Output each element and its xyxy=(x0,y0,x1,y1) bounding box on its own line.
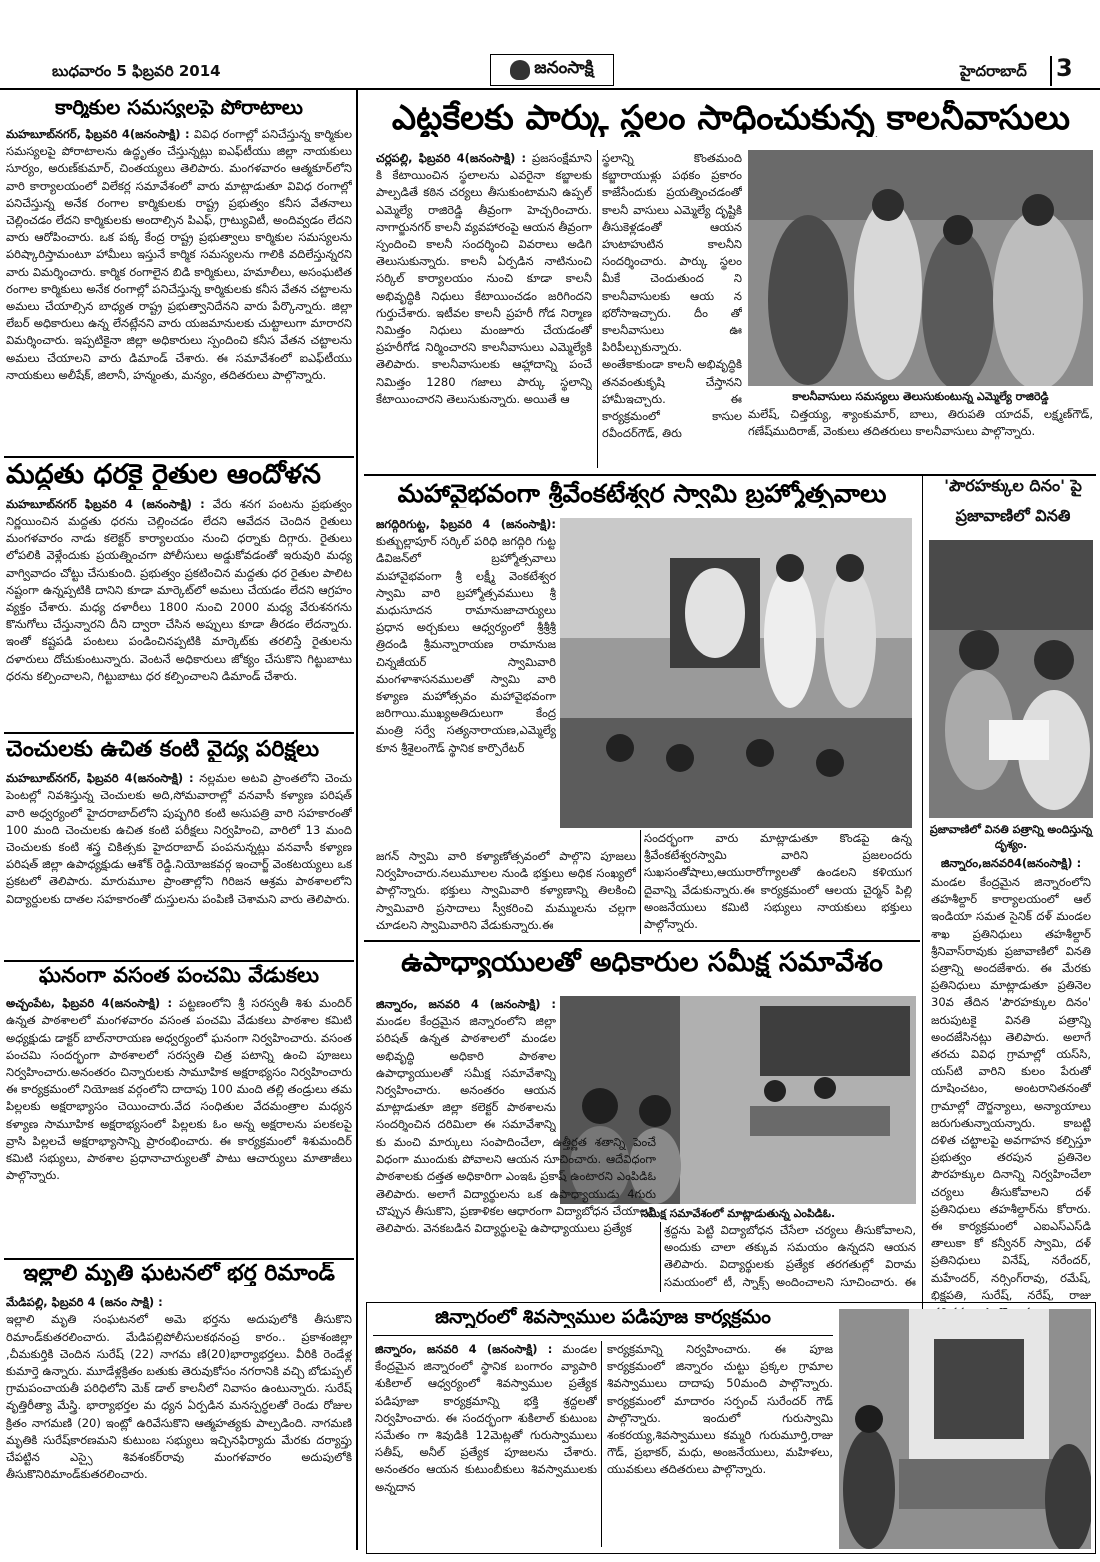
body-text: ఇల్లాలి మృతి సంఘటనలో అమె భర్తను అదుపులోకి తీసుకొని రిమాండ్‌కుతరలించారు. మేడిపల్లిపోలీసులకథనంప్ర కారం.. ప్రకాశంజిల్లా ,చీమకుర్తికి చెందిన సురేష్ (22) నాగమ ణి(20)భార్యాభర్తలు. వీరికి రెండేళ్ల కుమార్తె ఉన్నారు. మూడేళ్లక్రితం బతుకు తెరువుకోసం నగరానికి వచ్చి బోడుప్పల్ గ్రామపంచాయతీ పరిధిలోని మెక్ డాల్ కాలనీలో నివాసం ఉంటున్నారు. సురేష్ వృత్తిరీత్యా మేస్త్రి. భార్యాభర్తల మ ధ్యన ఏర్పడిన మనస్పర్ధలతో రెండు రోజుల క్రితం నాగమణి (20) ఇంట్లో ఉరివేసుకొని ఆత్మహత్యకు పాల్పడింది. నాగమణి మృతికి సురేష్‌కారణమని కుటుంబ సభ్యులు ఇచ్చినఫిర్యాదు మేరకు దర్యాప్తు చేపట్టిన ఎస్సై శివశంకర్‌రావు మంగళవారం అదుపులోకి తీసుకొనిరిమాండ్‌కుతరలించారు. xyxy=(6,1312,352,1482)
body-text: నల్లమల అటవి ప్రాంతలోని చెంచు పెంటల్లో నివశిస్తున్న చెంచులకు అది,సోమవారాల్లో వనవాసీ కళ్యాణ పరిషత్ వారి అధ్వర్యంలో హైదరాబాద్‌లోని పుష్పగిరి కంటి అసుపత్రి వారి సహకారంతో 100 మంది చెంచులకు ఉచిత కంటి పరీక్షలు నిర్వహించి, వారిలో 13 మంది చెంచులకు కంటి శస్త్ర చికిత్సకు హైదరాబాద్ పంపనున్నట్లు వనవాసీ కళ్యాణ పరిషత్ జిల్లా ఉపాధ్యక్షుడు ఆశోక్ రెడ్డి.నియోజకవర్గ ఇంచార్జ్ వెంకటయ్యలు ఒక ప్రకటలో తెలిపారు. మారుమూల ప్రాంతాల్లోని గిరిజన ఆశ్రమ పాఠశాలలోని విద్యార్దులకు దాతల సహకారంతో దుస్తులను పంపిణి చెశామని వారు తెలిపారు. xyxy=(6,771,352,906)
body-text: కుత్బుల్లాపూర్ సర్కిల్ పరిధి జగద్గిరి గుట్ట డివిజన్‌లో బ్రహ్మోత్సవాలు మహావైభవంగా శ్రీ లక్ష్మీ వెంకటేశ్వర స్వామి వారి బ్రహ్మోత్సవములు శ్రీ మధుసూదన రామానుజాచార్యులు ప్రధాన అర్చకులు ఆధ్వర్యంలో శ్రీశ్రీశ్రీ త్రిదండి శ్రీమన్నారాయణ రామానుజ చిన్నజీయర్ స్వామివారి మంగళాశాసనములతో స్వామి వారి కళ్యాణ మహోత్సవం మహావైభవంగా జరిగాయి.ముఖ్యఅతిదులుగా కేంద్ర మంత్రి సర్వే సత్యనారాయణ,ఎమ్మెల్యే కూన శ్రీశైలంగౌడ్ స్థానిక కార్పొరేటర్ xyxy=(376,534,556,755)
headline: ఇల్లాలి మృతి ఘటనలో భర్త రిమాండ్ xyxy=(23,1262,335,1286)
article-body xyxy=(6,770,352,960)
lead-body-tail: మలేష్, చిత్తయ్య, శ్యాంకుమార్, బాలు, తిరుపతి యాదవ్, లక్ష్మణ్‌గౌడ్, గణేష్‌ముదిరాజ్, వెంకులు తదితరులు కాలనీవాసులు పాల్గొన్నారు. xyxy=(748,407,1093,439)
article-body xyxy=(6,1294,352,1546)
dateline: మహబూబ్‌నగర్, ఫిబ్రవరి 4(జనంసాక్షి) : xyxy=(6,771,194,786)
temple-photo xyxy=(560,518,912,828)
body-text: ప్రజసంక్షేమాని కి కేటాయించిన స్థలాలను ఎవరైనా కబ్జాలకు పాల్పడితే కఠిన చర్యలు తీసుకుంటామని ఉప్పల్ ఎమ్మెల్యే రాజిరెడ్డి తీవ్రంగా హెచ్చరించారు. నాగార్జునగర్ కాలనీ వ్యవహారంపై ఆయన తీవ్రంగా స్పందించి కాలనీ సందర్శించి వివరాలు అడిగి తెలుసుకున్నారు. కాలనీ ఏర్పడిన నాటినుంచి సర్కిల్ కార్యాలయం నుంచి కూడా కాలనీ అభివృద్ధికి నిధులు కేటాయించడం జరిగిందని గుర్తుచేశారు. ఇటీవల కాలనీ ప్రహరీ గోడ నిర్మాణ నిమిత్తం నిధులు మంజూరు చేయడంతో ప్రహరీగోడ నిర్మించారని కాలనీవాసులు ఎమ్మెల్యేకి తెలిపారు. కాలనీవాసులకు ఆహ్లాదాన్ని పంచే నిమిత్తం 1280 గజాలు పార్కు స్థలాన్ని కేటాయించారని తెలుసుకున్నారు. అయితే ఆ xyxy=(376,151,592,406)
teachers-photo-caption: సమీక్ష సమావేశంలో మాట్లాడుతున్న ఎంపిడిఓ. xyxy=(640,1207,836,1220)
body-text: వేరు శనగ పంటను ప్రభుత్వం నిర్ణయించిన మద్దతు ధరను చెల్లించడం లేదని ఆవేదన చెందిన రైతులు మంగళవారం నాడు కలెక్టర్ కార్యాలయం నుంచి ధర్నాకు దిగ్గారు. రైతులు లోపలికి వెళ్లేందుకు ప్రయత్నించగా పోలీసులు అడ్డుకోవడంతో ఇరువురి మధ్య వాగ్వివాదం చోట్టు చేసుకుంది. ప్రభుత్వం ప్రకటించిన మద్దతు ధర రైతుల పాలిట నష్టంగా ఉన్నప్పటికి దానిని కూడా మార్కెట్‌లో అమలు చేయడం లేదని ఆగ్రహం వ్యక్తం చేశారు. మధ్య దళారీలు 1800 నుంచి 2000 మధ్య వేరుశనగను కొనుగోలు చేస్తున్నారని దీని ద్వారా చేసిన అప్పులు కూడా తీరడం లేదన్నారు. ఇంతో కష్టపడి పంటలు పండించినప్పటికి మార్కెట్‌కు తరలిస్తే రైతులను దళారులు దోచుకుంటున్నారు. వెంటనే అధికారులు జోక్యం చేసుకొని గిట్టుబాటు ధరను కల్పించాలని, గిట్టుబాటు ధర కల్పించాలని డిమాండ్ చేశారు. xyxy=(6,496,352,683)
lead-headline: ఎట్టకేలకు పార్కు స్థలం సాధించుకున్న కాలనీవాసులు xyxy=(391,100,1071,138)
teachers-body-col1 xyxy=(376,996,556,1132)
body-text: మండల కేంద్రమైన జిన్నారంలోని తహశీల్దార్ కార్యాలయంలో ఆల్ ఇండియా సమత సైనిక్ దళ్ మండల శాఖ ప్రతినిధులు తహశీల్దార్ శ్రీనివాస్‌రావుకు ప్రజావాణిలో వినతి పత్రాన్ని అందజేశారు. ఈ మేరకు ప్రతినిధులు మాట్లాడుతూ ప్రతినెల 30వ తేదిన 'పౌరహక్కుల దినం' జరుపుటకై వినతి పత్రాన్ని అందజేసినట్లు తెలిపారు. అలాగే తరచు వివిధ గ్రామాల్లో యస్‌సి, యస్‌టి వారిని కులం పేరుతో దూషించటం, అంటరానితనంతో గ్రామాల్లో దౌర్జన్యాలు, అన్యాయాలు జరుగుతున్నాయన్నారు. కాబట్టి దళిత చట్టాలపై అవగాహన కల్పిస్తూ ప్రభుత్వం తరపున ప్రతినెల పౌరహక్కుల దినాన్ని నిర్వహించేలా చర్యలు తీసుకోవాలని దళ్ ప్రతినిధులు తహశీల్దార్‌ను కోరారు. ఈ కార్యక్రమంలో ఎఐఎస్‌ఎస్‌డి తాలుకా కో కన్వీనర్ స్వామి, దళ్ ప్రతినిధులు వినేష్, నరేందర్, మహేందర్, నర్సింగ్‌రావు, రమేష్, భిక్షపతి, సురేష్, నరేష్, రాజు xyxy=(931,875,1091,1302)
headline: కార్మికుల సమస్యలపై పోరాటాలు xyxy=(55,96,303,118)
pooja-body-col2: కార్యక్రమాన్ని నిర్వహించారు. ఈ పూజ కార్యక్రమంలో జిన్నారం చుట్టు ప్రక్కల గ్రామాల శివస్వాములు దాదాపు 50మంది పాల్గొన్నారు. కార్యక్రమంలో మాదారం సర్పంచ్ సురేందర్ గౌడ్ పాల్గొన్నారు. ఇందులో గురుస్వామి శంకరయ్య,శివస్వాములు కమ్మరి గురుమూర్తి,రాజు గౌడ్, ప్రభాకర్, మధు, అంజనేయులు, మహిళలు, యువకులు తదితరులు పాల్గొన్నారు. xyxy=(607,1342,833,1477)
masthead-emblem-icon xyxy=(510,60,530,80)
dateline: మహబూబ్‌నగర్, ఫిబ్రవరి 4(జనంసాక్షి) : xyxy=(6,127,190,141)
dateline: జిన్నారం, జనవరి 4 (జనంసాక్షి) : xyxy=(375,1342,553,1356)
body-text: మండల కేంద్రమైన జిన్నారంలోని జిల్లా పరిషత్ ఉన్నత పాఠశాలలో మండల అభివృద్ధి అధికారి పాఠశాల ఉపాధ్యాయులతో సమీక్ష సమావేశాన్ని నిర్వహించారు. అనంతరం ఆయన మాట్లాడుతూ జిల్లా కలెక్టర్ పాఠశాలను సందర్శించిన దరిమిలా ఈ సమావేశాన్ని xyxy=(376,1014,556,1132)
page-number: 3 xyxy=(1056,54,1073,82)
article-body xyxy=(6,496,352,702)
lead-photo-caption: కాలనీవాసులు సమస్యలు తెలుసుకుంటున్న ఎమ్మెల్యే రాజిరెడ్డి xyxy=(792,390,1049,403)
article-body xyxy=(6,126,352,453)
civil-rights-photo-caption: ప్రజావాణిలో వినతి పత్రాన్ని అందిస్తున్న దృశ్యం. xyxy=(929,823,1093,851)
headline: మద్దతు ధరకై రైతుల ఆందోళన xyxy=(6,460,321,490)
body-text: పట్టణంలోని శ్రీ సరస్వతీ శిశు మందిర్ ఉన్నత పాఠశాలలో మంగళవారం వసంత పంచమి వేడుకలు పాఠశాల కమిటి అధ్యక్షుడు డాక్టర్ బాల్‌నారాయణ అధ్వర్యంలో ఘనంగా నిర్వహించారు. వసంత పంచమి సందర్భంగా పాఠశాలలో సరస్వతి చిత్ర పటాన్ని ఉంచి పూజలు నిర్వహించారు.అనంతరం చిన్నారులకు సామూహిక అక్షరాభ్యసం నిర్వహించారు ఈ కార్యక్రమంలో నియోజక వర్గంలోని దాదాపు 100 మంది తల్లి తండ్రులు తమ పిల్లలకు అక్షరాభ్యాసం చెయించారు.వేద సంధితుల వేదమంత్రాల మధ్యన కళ్యాణ సామూహిక అక్షరాభ్యసంలో పిల్లలకు ఓం అన్న అక్షరాలను పలకలపై వ్రాసి పిల్లలచే అక్షరాభ్యాసాన్ని ప్రారంభించారు. ఈ కార్యక్రమంలో శిశుమందిర్ కమిటి సభ్యులు, పాఠశాల ప్రధానాచార్యులతో పాటు ఆచార్యులు మాతాజీలు పాల్గొన్నారు. xyxy=(6,996,352,1183)
pooja-body-col1 xyxy=(375,1341,597,1549)
lead-photo xyxy=(748,150,1093,386)
lead-body-col2: స్థలాన్ని కొంతమంది కబ్జారాయుళ్లు పథకం ప్రకారం కాజేసేందుకు ప్రయత్నించడంతో కాలనీ వాసులు ఎమ్మెల్యే దృష్టికి తీసుకెళ్లడంతో ఆయన హుటాహుటిన కాలనీని సందర్శించారు. పార్కు స్థలం మీకే చెందుతుంద ని కాలనీవాసులకు ఆయ న భరోసాఇచ్చారు. దీం తో కాలనీవాసులు ఊ పిరిపీల్చుకున్నారు. అంతేకాకుండా కాలనీ అభివృద్ధికి తనవంతుకృషి చేస్తానని హామీఇచ్చారు. ఈ కార్యక్రమంలో కాసుల రవీందర్‌గౌడ్, తిరు xyxy=(602,151,742,441)
article-labour-issues xyxy=(6,96,352,453)
temple-body-col1 xyxy=(376,516,556,848)
page-header xyxy=(0,0,1100,90)
masthead-title: జనంసాక్షి xyxy=(534,58,594,78)
headline: చెంచులకు ఉచిత కంటి వైద్య పరిక్షలు xyxy=(6,738,320,762)
article-body xyxy=(6,995,352,1253)
article-eye-camp xyxy=(6,738,352,960)
issue-date: బుధవారం 5 ఫిబ్రవరి 2014 xyxy=(52,62,221,80)
teachers-headline-visible: ఉపాధ్యాయులతో అధికారుల సమీక్ష సమావేశం xyxy=(401,948,883,978)
pooja-box xyxy=(366,1302,1096,1554)
dateline: అచ్చంపేట, ఫిబ్రవరి 4(జనంసాక్షి) : xyxy=(6,996,173,1011)
dateline: మేడిపల్లి, ఫిబ్రవరి 4 (జనం సాక్షి) : xyxy=(6,1295,163,1310)
pooja-photo xyxy=(839,1309,1091,1549)
dateline: జిన్నారం,జనవరి4(జనంసాక్షి) : xyxy=(940,856,1082,870)
teachers-body-wide: కు మంచి మార్కులు సంపాదించేలా, ఉత్తీర్ణత శతాన్ని పెంచే విధంగా ముందుకు పోవాలని ఆయన సూచించారు. ఆదేవిధంగా పాఠశాలకు దత్తత అధికారిగా ఎంఇఓ ప్రకాష్ ఉంటారని ఎంపిడిఓ తెలిపారు. అలాగే విద్యార్థులను ఒక ఉపాధ్యాయుడు 4గురు చొప్పున తీసుకొని, ప్రణాళికల ఆధారంగా విద్యాబోధన చేయాలని తెలిపారు. వెనకబడిన విద్యార్థులపై ఉపాధ్యాయులు ప్రత్యేక xyxy=(376,1135,656,1236)
dateline: మహబూబ్‌నగర్ ఫిబ్రవరి 4 (జనంసాక్షి) : xyxy=(6,496,205,511)
headline: ఘనంగా వసంత పంచమి వేడుకలు xyxy=(38,964,320,987)
body-text: మండల కేంద్రమైన జిన్నారంలో స్థానిక బంగారం వ్యాపారి శుకిలాల్ ఆధ్వర్యంలో శివస్వాముల ప్రత్యేక పడిపూజా కార్యక్రమాన్ని భక్తి శ్రద్దలతో నిర్వహించారు. ఈ సందర్భంగా శుకిలాల్ కుటుంబ సమేతం గా శివుడికి 12మెట్లతో గురుస్వాములు సతీష్, అనీల్ ప్రత్యేక పూజలను చేశారు. అనంతరం ఆయన కుటుంబీకులు శివస్వాములకు అన్నదాన xyxy=(375,1342,597,1494)
pooja-headline: జిన్నారంలో శివస్వాముల పడిపూజ కార్యక్రమం xyxy=(435,1307,771,1328)
temple-body-col2: సందర్భంగా వారు మాట్లాడుతూ కొండపై ఉన్న శ్రీవేంకటేశ్వరస్వామి వారిని ప్రజలందరు సుఖసంతోషాలు,ఆయురారోగ్యాలతో ఉండలని కళియుగ దైవాన్ని వేడుకున్నారు.ఈ కార్యక్రమంలో ఆలయ చైర్మన్ పిల్లి అంజనేయులు కమిటి సభ్యులు నాయకులు భక్తులు పాల్గోన్నారు. xyxy=(644,831,912,932)
masthead xyxy=(490,54,614,86)
header-rule xyxy=(0,88,1100,90)
temple-headline: మహావైభవంగా శ్రీవేంకటేశ్వర స్వామి బ్రహ్మోత్సవాలు xyxy=(397,480,887,508)
civil-rights-photo xyxy=(929,540,1093,818)
edition-city: హైదరాబాద్ xyxy=(960,62,1027,80)
left-column-divider xyxy=(356,90,358,1550)
headline-line1: 'పౌరహక్కుల దినం' పై xyxy=(944,476,1082,495)
headline-line2: ప్రజావాణిలో వినతి xyxy=(955,506,1071,525)
temple-body-wide: జగన్ స్వామి వారి కళ్యాణోత్సవంలో పాల్గొని పూజలు నిర్వహించారు.నలుమూలల నుండి భక్తులు అధిక సంఖ్యలో పాల్గొన్నారు. భక్తులు స్వామివారి కళ్యాణాన్ని తిలకించి స్వామివారి ప్రసాదాలు స్వీకరించి మమ్ములను చల్లగా చూడలని స్వామివారిని వేడుకున్నారు.ఈ xyxy=(376,849,636,932)
article-husband-remand xyxy=(6,1262,352,1546)
teachers-body-col2: శ్రద్దను పెట్టి విద్యాబోధన చేసేలా చర్యలు తీసుకోవాలని, అందుకు చాలా తక్కువ సమయం ఉన్నదని ఆయన తెలిపారు. విద్యార్థులకు ప్రత్యేక తరగతుల్లో విరామ సమయంలో టీ, స్నాక్స్ అందించాలని సూచించారు. ఈ xyxy=(664,1223,916,1289)
dateline: చర్లపల్లి, ఫిబ్రవరి 4(జనంసాక్షి) : xyxy=(376,151,527,165)
dateline: జిన్నారం, జనవరి 4 (జనంసాక్షి) : xyxy=(376,997,556,1011)
dateline: జగద్గిరిగుట్ట, ఫిబ్రవరి 4 (జనంసాక్షి): xyxy=(376,517,556,531)
article-farmers-protest xyxy=(6,460,352,702)
body-text: వివిధ రంగాల్లో పనిచేస్తున్న కార్మికుల సమస్యలపై పోరాటాలను ఉద్ధృతం చేస్తున్నట్లు ఐఎఫ్‌టీయు జిల్లా నాయకులు సూర్యం, అరుణ్‌కుమార్, చింతయ్యలు తెలిపారు. మంగళవారం ఆత్మకూర్‌లోని వారి కార్యాలయంలో విలేకర్ల సమావేశంలో వారు మాట్లాడుతూ వివిధ రంగాల్లో పనిచేస్తున్న అనేక రంగాల కార్మికులకు రాష్ట్ర ప్రభుత్వం కనీస వేతనాలు చెల్లించడం లేదని కార్మికులకు అందాల్సిన పిఎఫ్, గ్రాట్యువిటీ, అందివ్వడం లేదని వారు ఆరోపించారు. ఒక పక్క కేంద్ర రాష్ట్ర ప్రభుత్వాలు కార్మికుల సమస్యలను పరిష్కారిస్తామంటూ హామీలు ఇస్తునే కార్మిక సమస్యలను గాలికి వదిలేస్తున్నరని వారు విమర్శించారు. కార్మిక రంగాలైన బిడి కార్మికులు, హమాలీలు, అసంఘటిత రంగాల కార్మికులు అనేక రంగాల్లో పనిచేస్తున్న కార్మికులకు కనీస వేతన చట్టాలను అమలు చేయాల్సిన బాధ్యత రాష్ట్ర ప్రభుత్వానిదేనని వారు పేర్కొన్నారు. జిల్లా లేబర్ అధికారులు ఉన్న లేనట్లేనని వారు యజమానులకు చుట్టాలుగా మారారని విమర్శించారు. ఇప్పటికైనా జిల్లా అధికారులు స్పందించి కనీస వేతన చట్టాలను అమలు చేయాలని వారు డిమాండ్ చేశారు. ఈ సమావేశంలో ఐఎఫ్‌టీయు నాయకులు అలీషేక్, జిలానీ, హన్మంతు, మన్యం, తదితరులు పాల్గొన్నారు. xyxy=(6,127,352,382)
lead-body-col1 xyxy=(376,150,592,468)
article-vasantha-panchami xyxy=(6,964,352,1253)
